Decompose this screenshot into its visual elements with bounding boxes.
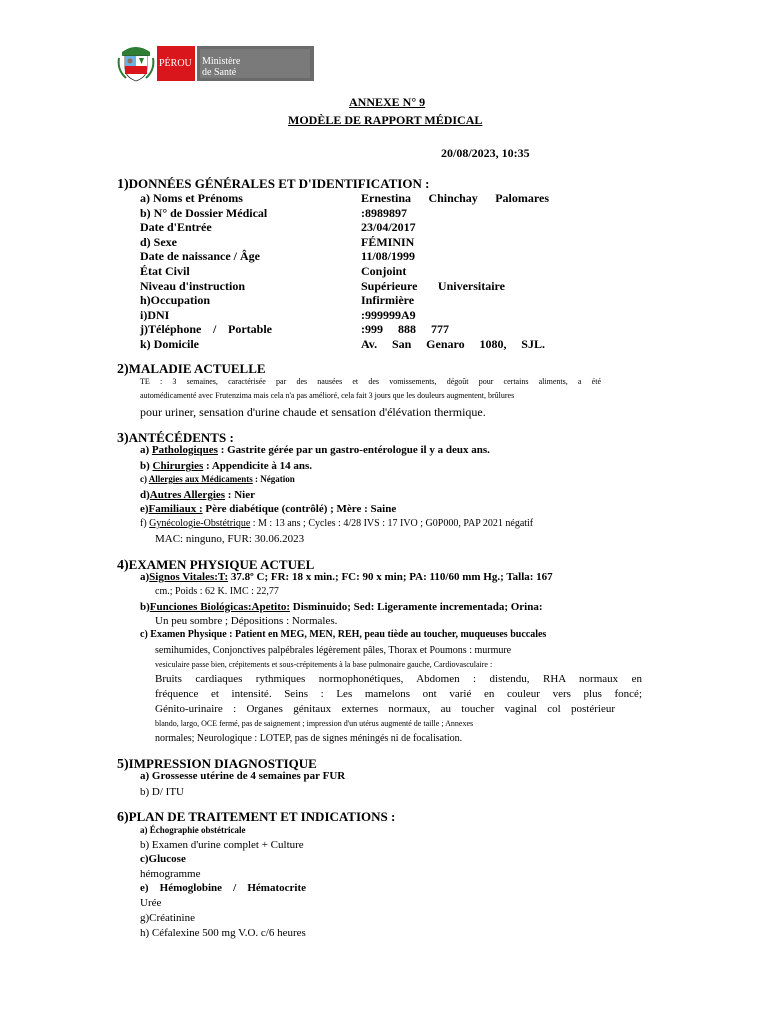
report-date: 20/08/2023, 10:35 — [441, 146, 530, 160]
id-label: Date d'Entrée — [140, 220, 212, 234]
exam-physical-line: blando, largo, OCE fermé, pas de saignement ; impression d'un utérus augmenté de taille ; Annexes — [155, 719, 474, 728]
ministry-line2: de Santé — [202, 67, 237, 78]
section-4-heading: 4)EXAMEN PHYSIQUE ACTUEL — [117, 557, 315, 573]
id-value: Supérieure Universitaire — [361, 279, 505, 293]
id-label: i)DNI — [140, 308, 170, 322]
exam-physical-line: Génito-urinaire : Organes génitaux externes normaux, au toucher vaginal col postérieur — [155, 703, 615, 715]
treatment-item: b) Examen d'urine complet + Culture — [140, 839, 304, 851]
ministry-line1: Ministère — [202, 56, 241, 67]
exam-biological: b)Funciones Biológicas:Apetito: Disminuido; Sed: Ligeramente incrementada; Orina: — [140, 601, 543, 613]
peru-crest-icon — [117, 44, 155, 83]
exam-physical-line: Bruits cardiaques rythmiques normophonétiques, Abdomen : distendu, RHA normaux en — [155, 673, 642, 685]
peru-label-box — [157, 46, 195, 81]
id-value: Ernestina Chinchay Palomares — [361, 191, 549, 205]
illness-text-line: automédicamenté avec Frutenzima mais cela n'a pas amélioré, cela fait 3 jours que les douleurs augmentent, brûlures — [140, 391, 515, 400]
id-value: Av. San Genaro 1080, SJL. — [361, 337, 545, 351]
id-value: 23/04/2017 — [361, 220, 416, 234]
treatment-item: a) Échographie obstétricale — [140, 825, 246, 835]
diagnosis-item: b) D/ ITU — [140, 786, 184, 798]
exam-physical-line: vesiculaire passe bien, crépitements et sous-crépitements à la base pulmonaire gauche, Cardiovasculaire : — [155, 660, 493, 669]
illness-text-line: TE : 3 semaines, caractérisée par des nausées et des vomissements, dégoût pour certains aliments, a été — [140, 377, 601, 386]
id-value: Conjoint — [361, 264, 407, 278]
history-item: f) Gynécologie-Obstétrique : M : 13 ans ; Cycles : 4/28 IVS : 17 IVO ; G0P000, PAP 2021 négatif — [140, 518, 534, 529]
exam-physical-line: normales; Neurologique : LOTEP, pas de signes méningés ni de focalisation. — [155, 733, 463, 744]
section-2-heading: 2)MALADIE ACTUELLE — [117, 361, 266, 377]
peru-label: PÉROU — [159, 58, 192, 69]
illness-text-line: pour uriner, sensation d'urine chaude et sensation d'élévation thermique. — [140, 405, 486, 419]
id-label: Date de naissance / Âge — [140, 249, 260, 263]
treatment-item: Urée — [140, 897, 162, 909]
history-item: d)Autres Allergies : Nier — [140, 489, 255, 501]
id-label: h)Occupation — [140, 293, 211, 307]
exam-physical-line: c) Examen Physique : Patient en MEG, MEN, REH, peau tiède au toucher, muqueuses buccales — [140, 629, 547, 640]
exam-vitals-cont: cm.; Poids : 62 K. IMC : 22,77 — [155, 586, 279, 597]
report-title: MODÈLE DE RAPPORT MÉDICAL — [288, 113, 483, 127]
id-label: d) Sexe — [140, 235, 177, 249]
id-label: a) Noms et Prénoms — [140, 191, 243, 205]
treatment-item: g)Créatinine — [140, 912, 195, 924]
id-value: :8989897 — [361, 206, 407, 220]
section-3-heading: 3)ANTÉCÉDENTS : — [117, 430, 234, 446]
exam-physical-line: fréquence et intensité. Seins : Les mamelons ont varié en couleur vers plus foncé; — [155, 688, 642, 700]
section-5-heading: 5)IMPRESSION DIAGNOSTIQUE — [117, 756, 317, 772]
treatment-item: hémogramme — [140, 868, 201, 880]
ministry-logo — [117, 44, 314, 83]
annex-title: ANNEXE N° 9 — [349, 95, 426, 109]
exam-biological-cont: Un peu sombre ; Dépositions : Normales. — [155, 615, 338, 627]
history-item: a) Pathologiques : Gastrite gérée par un gastro-entérologue il y a deux ans. — [140, 444, 490, 456]
treatment-item: h) Céfalexine 500 mg V.O. c/6 heures — [140, 927, 306, 939]
history-item: c) Allergies aux Médicaments : Négation — [140, 474, 295, 484]
diagnosis-item: a) Grossesse utérine de 4 semaines par FUR — [140, 770, 346, 782]
id-value: Infirmière — [361, 293, 415, 307]
treatment-item: e) Hémoglobine / Hématocrite — [140, 882, 306, 894]
treatment-item: c)Glucose — [140, 853, 186, 865]
id-value: 11/08/1999 — [361, 249, 416, 263]
history-item-cont: MAC: ninguno, FUR: 30.06.2023 — [155, 533, 305, 545]
id-label: b) N° de Dossier Médical — [140, 206, 268, 220]
id-label: k) Domicile — [140, 337, 199, 351]
id-label: État Civil — [140, 264, 190, 278]
history-item: b) Chirurgies : Appendicite à 14 ans. — [140, 460, 313, 472]
exam-vitals: a)Signos Vitales:T: 37.8º C; FR: 18 x min.; FC: 90 x min; PA: 110/60 mm Hg.; Talla: 167 — [140, 571, 553, 583]
section-1-heading: 1)DONNÉES GÉNÉRALES ET D'IDENTIFICATION : — [117, 176, 430, 192]
id-value: FÉMININ — [361, 235, 415, 249]
id-label: j)Téléphone / Portable — [140, 322, 272, 336]
history-item: e)Familiaux : Père diabétique (contrôlé) ; Mère : Saine — [140, 503, 397, 515]
id-value: :999 888 777 — [361, 322, 449, 336]
section-6-heading: 6)PLAN DE TRAITEMENT ET INDICATIONS : — [117, 809, 396, 825]
exam-physical-line: semihumides, Conjonctives palpébrales légèrement pâles, Thorax et Poumons : murmure — [155, 645, 512, 656]
id-label: Niveau d'instruction — [140, 279, 246, 293]
id-value: :999999A9 — [361, 308, 416, 322]
ministry-label-box — [197, 46, 314, 81]
